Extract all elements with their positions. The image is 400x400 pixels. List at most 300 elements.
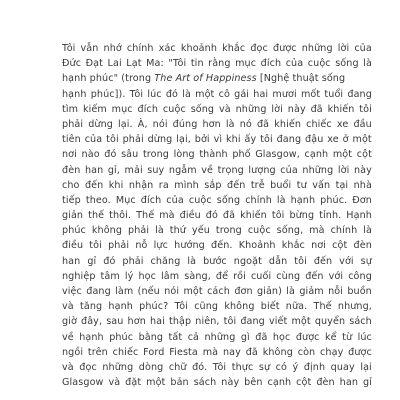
word: tiếp	[62, 194, 81, 206]
word: sự	[258, 361, 271, 373]
word: cuối	[250, 270, 272, 282]
word: buổi	[270, 179, 292, 191]
word: vẫn	[80, 43, 99, 54]
word: việc	[62, 286, 82, 297]
word: quay	[330, 361, 355, 373]
word: phúc]).	[90, 88, 126, 100]
word: một	[146, 377, 166, 389]
word: bằng	[138, 331, 164, 343]
word: lời	[337, 43, 350, 54]
word: phố	[232, 149, 251, 161]
word: đích	[140, 194, 162, 206]
word: lại,	[176, 134, 191, 146]
word: còn	[297, 346, 316, 358]
word: mà	[309, 225, 325, 237]
word: đến.	[211, 240, 233, 252]
word: nó	[239, 118, 252, 130]
word: Đơn	[352, 194, 372, 206]
text-line-5	[62, 102, 372, 117]
word: học	[272, 331, 291, 343]
word: Lai	[107, 58, 122, 70]
text-line-20	[62, 330, 372, 345]
word: chăng	[150, 255, 181, 267]
word: đến	[227, 179, 246, 191]
word: phải	[122, 134, 144, 146]
word: đây,	[81, 316, 103, 328]
word: khiến	[240, 210, 267, 222]
word: sắp	[204, 179, 222, 191]
text-line-16	[62, 269, 372, 284]
word: Tôi	[174, 301, 188, 313]
word: phúc?	[139, 301, 169, 313]
word: học	[138, 270, 156, 282]
word: dòng	[138, 361, 164, 373]
text-line-23	[62, 375, 372, 390]
word: đó.	[192, 361, 208, 373]
word: trong	[215, 225, 242, 237]
word: phải	[108, 240, 130, 252]
word: hướng	[174, 240, 205, 252]
word: lúc	[357, 331, 372, 343]
word: lại.	[118, 118, 133, 130]
word: kể	[324, 331, 337, 343]
word: tìm	[62, 103, 79, 115]
word: nay	[222, 346, 241, 358]
word: một	[352, 134, 372, 146]
word: đã	[222, 210, 236, 222]
word: Tôi	[212, 361, 227, 373]
word: cuộc	[307, 58, 331, 70]
word: khắc	[281, 240, 305, 252]
body-text	[62, 41, 372, 390]
word: tâm	[100, 270, 120, 282]
word: những	[301, 43, 333, 54]
word: đã	[245, 346, 258, 358]
word: đặt	[125, 377, 142, 389]
word: chiếc	[306, 118, 332, 130]
word: lâm	[161, 270, 180, 282]
word: (nếu	[137, 286, 160, 297]
word: chữ	[168, 361, 187, 373]
word: tôi	[260, 134, 273, 146]
word: yếu	[191, 225, 210, 237]
word: ra	[158, 179, 169, 191]
word: xe	[327, 134, 339, 146]
word: lòng	[173, 149, 195, 161]
word: tại	[335, 179, 349, 191]
word: mươi	[272, 88, 297, 100]
word: cột	[332, 240, 348, 252]
word: mốt	[300, 88, 321, 100]
word: nói	[152, 118, 168, 130]
word: với	[328, 270, 344, 282]
word: mình	[174, 179, 199, 191]
word: chạy	[320, 346, 344, 358]
word: cuộc	[162, 103, 186, 115]
book-title-translation: [Nghệ thuật sống	[256, 73, 346, 85]
word: đọc	[250, 43, 268, 54]
text-line-2	[62, 56, 372, 71]
word: "Tôi	[168, 58, 187, 70]
word: về	[62, 331, 74, 343]
word: Glasgow,	[255, 149, 300, 161]
word: sách	[349, 316, 372, 328]
word: này	[353, 164, 372, 176]
text-line-9	[62, 163, 372, 178]
word: vấn	[312, 179, 331, 191]
word: viết	[268, 316, 288, 328]
word: thập	[168, 316, 192, 328]
word: nào	[81, 149, 100, 161]
word: Khoảnh	[238, 240, 276, 252]
word: với	[339, 255, 354, 267]
word: đến	[313, 255, 333, 267]
word: phải	[128, 225, 150, 237]
book-title: The Art of Happiness	[154, 73, 257, 85]
word: niên,	[195, 316, 220, 328]
word: này	[221, 377, 240, 389]
word: nữa.	[285, 301, 308, 313]
word: ấy	[244, 134, 257, 146]
word: rồi	[233, 270, 246, 282]
word: bước	[203, 255, 227, 267]
word: một	[291, 316, 311, 328]
word: theo.	[85, 194, 111, 206]
word: thôi.	[109, 210, 132, 222]
word: vì	[213, 134, 223, 146]
text-line-12	[62, 208, 372, 223]
word: han	[62, 255, 81, 267]
word: nhà	[353, 179, 372, 191]
word: khắc	[222, 43, 246, 54]
word: khiến	[274, 118, 302, 130]
word: đã	[310, 103, 323, 115]
word: để	[215, 270, 229, 282]
word: lúc	[147, 88, 162, 100]
word: không	[262, 346, 293, 358]
word: nỗ	[135, 240, 148, 252]
word: bởi	[194, 134, 210, 146]
word: là	[363, 58, 372, 70]
word: đó	[205, 210, 218, 222]
word: nhớ	[103, 43, 122, 54]
word: điều	[179, 210, 201, 222]
word: sách	[193, 377, 217, 389]
word: sống	[190, 103, 215, 115]
word: thực	[231, 361, 254, 373]
word: bên	[244, 377, 263, 389]
word: cạnh	[267, 377, 292, 389]
word: đang	[240, 316, 265, 328]
word: giảm	[299, 286, 324, 297]
word: đèn	[316, 377, 335, 389]
word: của	[84, 134, 103, 146]
word: dừng	[147, 134, 173, 146]
word: chính	[330, 225, 358, 237]
word: trong	[142, 149, 169, 161]
word: và	[62, 361, 74, 373]
word: ngẫm	[168, 164, 197, 176]
word: đọc	[79, 361, 97, 373]
word: ở	[342, 134, 349, 146]
word: đó	[103, 255, 116, 267]
word: khi	[226, 134, 241, 146]
word: lực	[153, 240, 168, 252]
word: khi	[108, 179, 124, 191]
text-line-4	[62, 87, 372, 102]
word: tôi	[89, 240, 102, 252]
word: bản	[170, 377, 189, 389]
word: trên	[87, 346, 108, 358]
word: của	[354, 43, 372, 54]
word: dừng	[88, 118, 113, 130]
word: đó	[165, 88, 178, 100]
word: gì	[240, 331, 250, 343]
word: giản	[62, 210, 84, 222]
word: hơn	[127, 316, 146, 328]
word: những	[235, 103, 267, 115]
text-line-17	[62, 284, 372, 299]
word: đang	[86, 286, 111, 297]
word: lượng	[248, 164, 276, 176]
word: mục	[111, 103, 133, 115]
word: tôi	[359, 103, 372, 115]
text-line-3	[62, 71, 372, 86]
word: định	[303, 361, 326, 373]
word: sống	[335, 58, 359, 70]
word: đến	[305, 270, 324, 282]
word: cô	[218, 88, 230, 100]
word: đèn	[62, 164, 81, 176]
word: đã	[255, 331, 268, 343]
text-line-14	[62, 238, 372, 253]
word: tôi	[294, 255, 307, 267]
word: gỉ	[362, 377, 372, 389]
word: mục	[235, 58, 257, 70]
word: kiếm	[82, 103, 107, 115]
word: đó	[104, 149, 117, 161]
word: là	[286, 286, 296, 297]
word: đậu	[305, 134, 324, 146]
word: hạnh	[79, 331, 104, 343]
word: lý	[124, 270, 134, 282]
word: Thế	[313, 301, 332, 313]
word: được	[295, 331, 320, 343]
word: tôi	[106, 134, 119, 146]
word: là	[155, 225, 164, 237]
word: sâu	[121, 149, 139, 161]
word: Mục	[115, 194, 136, 206]
word: khoảnh	[180, 43, 218, 54]
word: cách	[207, 286, 230, 297]
word: là	[225, 118, 235, 130]
word: Ford	[143, 346, 165, 358]
word: và	[62, 301, 74, 313]
word: giờ	[62, 316, 77, 328]
word: công	[348, 270, 372, 282]
word: phúc	[62, 225, 86, 237]
word: ngoặt	[233, 255, 262, 267]
word: đầu	[353, 118, 372, 130]
text-line-3-start: hạnh phúc" (trong	[62, 73, 155, 85]
word: làm	[115, 286, 134, 297]
word: hạnh	[290, 194, 316, 206]
text-line-11	[62, 193, 372, 208]
word: cột	[296, 377, 312, 389]
word: đang	[276, 134, 302, 146]
text-line-13	[62, 223, 372, 238]
word: bừng	[289, 210, 315, 222]
word: dẫn	[268, 255, 288, 267]
word: gái	[234, 88, 250, 100]
word: hai	[149, 316, 165, 328]
word: Tôi	[62, 43, 76, 54]
word: chiếc	[112, 346, 139, 358]
word: một	[332, 149, 353, 161]
word: biết	[260, 301, 280, 313]
word: sống	[216, 194, 241, 206]
word: chính	[126, 43, 154, 54]
word: nhưng,	[337, 301, 372, 313]
word: nói	[164, 286, 180, 297]
word: cuộc	[247, 225, 271, 237]
word: gỉ,	[107, 164, 120, 176]
word: nơi	[62, 149, 77, 161]
word: của	[285, 58, 304, 70]
word: tất	[168, 331, 183, 343]
word: tuổi	[324, 88, 344, 100]
word: tư	[296, 179, 307, 191]
word: hạnh	[108, 301, 133, 313]
text-line-1	[62, 41, 372, 56]
word: đơn	[234, 286, 253, 297]
word: điều	[62, 240, 84, 252]
word: hai	[253, 88, 269, 100]
word: lại	[360, 361, 372, 373]
word: Lạt	[126, 58, 142, 70]
word: đã	[256, 118, 270, 130]
word: đèn	[353, 240, 372, 252]
text-line-15	[62, 254, 372, 269]
word: đang	[347, 88, 372, 100]
word: chính	[245, 194, 272, 206]
word: xe	[336, 118, 349, 130]
word: suy	[147, 164, 165, 176]
word: không	[224, 301, 255, 313]
word: Đức	[62, 58, 82, 70]
word: tiên	[62, 134, 81, 146]
word: xác	[158, 43, 176, 54]
word: han	[339, 377, 359, 389]
word: này	[287, 103, 306, 115]
word: sống,	[276, 225, 304, 237]
word: gỉ	[87, 255, 97, 267]
word: cột	[356, 149, 372, 161]
word: Hạnh	[346, 210, 372, 222]
word: buồn	[347, 286, 372, 297]
word: cho	[62, 179, 80, 191]
word: tin	[190, 58, 204, 70]
text-line-7	[62, 132, 372, 147]
word: Ma:	[146, 58, 164, 70]
word: cả	[187, 331, 200, 343]
word: một	[183, 286, 203, 297]
text-line-18	[62, 299, 372, 314]
word: nơi	[311, 240, 327, 252]
word: rằng	[208, 58, 231, 70]
word: có	[275, 361, 287, 373]
word: sàng,	[184, 270, 211, 282]
word: khiến	[327, 103, 355, 115]
word: thế	[88, 210, 105, 222]
word: mải	[124, 164, 143, 176]
word: lời	[337, 164, 350, 176]
word: thứ	[169, 225, 186, 237]
word: ý	[292, 361, 299, 373]
word: giản)	[256, 286, 282, 297]
word: đích	[260, 58, 282, 70]
word: đến	[84, 179, 104, 191]
word: là	[363, 225, 372, 237]
word: phải	[122, 255, 144, 267]
word: của	[280, 164, 298, 176]
word: À,	[137, 118, 148, 130]
word: hạnh	[62, 88, 87, 100]
text-line-21	[62, 345, 372, 360]
text-line-10	[62, 178, 372, 193]
word: cùng	[276, 270, 301, 282]
word: ngồi	[62, 346, 84, 358]
word: quyển	[314, 316, 346, 328]
word: trễ	[250, 179, 265, 191]
word: và	[108, 377, 121, 389]
word: tỉnh.	[319, 210, 342, 222]
word: những	[302, 164, 334, 176]
word: là	[187, 255, 197, 267]
word: nhận	[128, 179, 154, 191]
word: cuộc	[188, 194, 212, 206]
word: phúc	[109, 331, 134, 343]
word: sau	[106, 316, 124, 328]
word: một	[195, 88, 215, 100]
word: những	[102, 361, 134, 373]
word: thành	[199, 149, 228, 161]
word: mà	[202, 346, 219, 358]
text-line-8	[62, 147, 372, 162]
word: từ	[342, 331, 353, 343]
word: về	[201, 164, 214, 176]
word: của	[166, 194, 184, 206]
word: nỗi	[328, 286, 343, 297]
word: đích	[137, 103, 159, 115]
word: là	[276, 194, 286, 206]
word: cũng	[194, 301, 219, 313]
word: mà	[159, 210, 175, 222]
word: là	[182, 88, 191, 100]
word: lời	[271, 103, 283, 115]
word: được	[348, 346, 372, 358]
word: đúng	[172, 118, 198, 130]
word: Tôi	[129, 88, 144, 100]
text-line-22	[62, 360, 372, 375]
word: phúc.	[320, 194, 348, 206]
word: han	[84, 164, 104, 176]
word: Đạt	[85, 58, 103, 70]
word: phải	[62, 118, 84, 130]
word: tôi	[271, 210, 285, 222]
word: trọng	[217, 164, 244, 176]
word: nghiệp	[62, 270, 96, 282]
